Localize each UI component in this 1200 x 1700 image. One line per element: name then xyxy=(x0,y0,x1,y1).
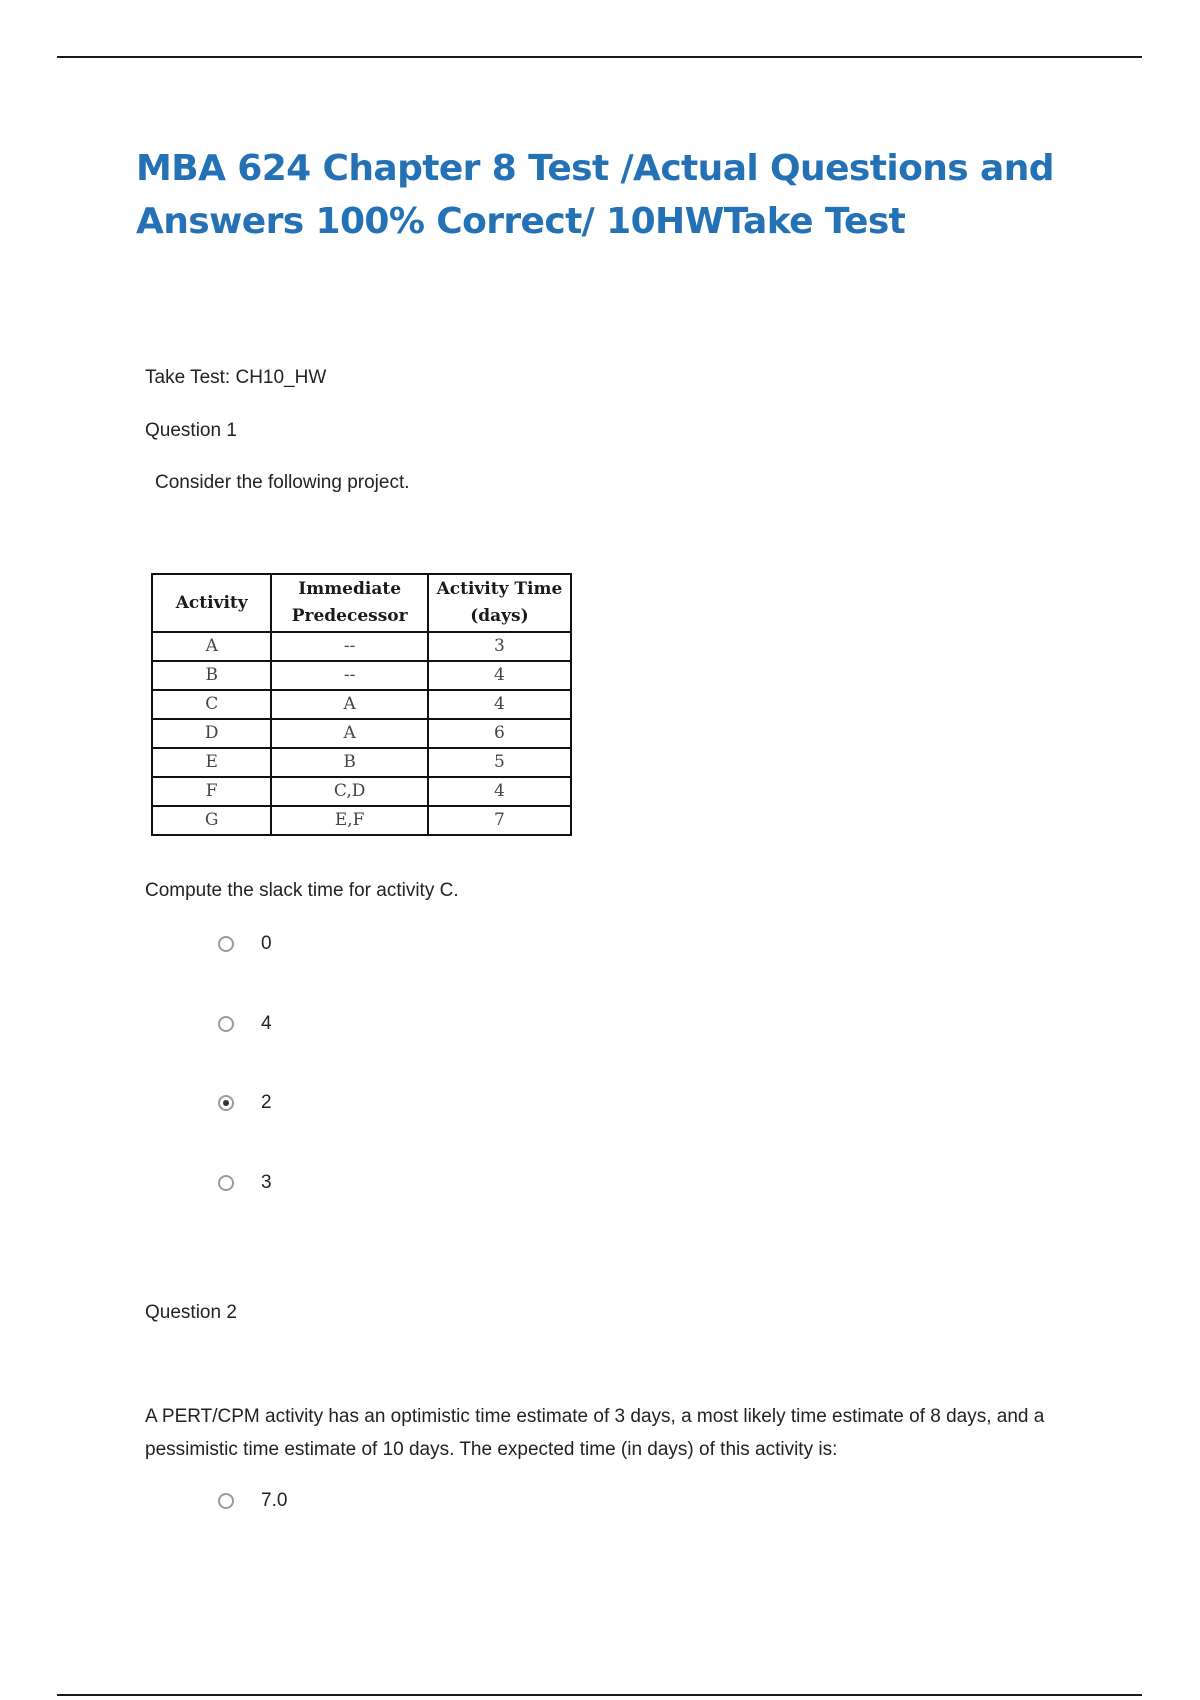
title-line-2: Answers 100% Correct/ 10HWTake Test xyxy=(136,201,906,242)
cell-activity: A xyxy=(152,632,271,661)
question-2-body: A PERT/CPM activity has an optimistic time estimate of 3 days, a most likely time estimate of 8 days, and a pessimistic time estimate of 10 days. The expected time (in days) of this activity is: xyxy=(145,1406,1045,1460)
q1-option-2[interactable] xyxy=(218,1092,272,1114)
cell-activity: B xyxy=(152,661,271,690)
radio-button[interactable] xyxy=(218,1493,234,1509)
table-row xyxy=(152,748,571,777)
option-label: 4 xyxy=(261,1013,272,1034)
cell-predecessor: A xyxy=(271,719,427,748)
bottom-rule xyxy=(57,1694,1142,1696)
cell-predecessor: -- xyxy=(271,632,427,661)
option-label: 2 xyxy=(261,1092,272,1113)
cell-time: 4 xyxy=(428,661,571,690)
table-row xyxy=(152,806,571,835)
q1-option-3[interactable] xyxy=(218,1172,272,1194)
table-row xyxy=(152,661,571,690)
cell-predecessor: -- xyxy=(271,661,427,690)
document-title xyxy=(136,142,1096,248)
option-label: 7.0 xyxy=(261,1490,288,1511)
question-2-label: Question 2 xyxy=(145,1302,237,1323)
project-activity-table xyxy=(151,573,572,836)
top-rule xyxy=(57,56,1142,58)
table-row xyxy=(152,632,571,661)
option-label: 3 xyxy=(261,1172,272,1193)
cell-predecessor: E,F xyxy=(271,806,427,835)
cell-activity: G xyxy=(152,806,271,835)
header-immediate-predecessor: Immediate Predecessor xyxy=(271,574,427,632)
cell-predecessor: A xyxy=(271,690,427,719)
table-row xyxy=(152,690,571,719)
radio-button[interactable] xyxy=(218,936,234,952)
cell-time: 3 xyxy=(428,632,571,661)
cell-activity: C xyxy=(152,690,271,719)
cell-activity: E xyxy=(152,748,271,777)
question-1-label: Question 1 xyxy=(145,420,237,441)
cell-activity: D xyxy=(152,719,271,748)
cell-time: 5 xyxy=(428,748,571,777)
header-activity: Activity xyxy=(152,574,271,632)
radio-button[interactable] xyxy=(218,1016,234,1032)
q2-option-7-0[interactable] xyxy=(218,1490,287,1512)
q1-option-0[interactable] xyxy=(218,933,272,955)
cell-time: 4 xyxy=(428,690,571,719)
cell-predecessor: C,D xyxy=(271,777,427,806)
option-label: 0 xyxy=(261,933,272,954)
cell-activity: F xyxy=(152,777,271,806)
header-activity-time: Activity Time (days) xyxy=(428,574,571,632)
q1-option-4[interactable] xyxy=(218,1013,272,1035)
cell-time: 7 xyxy=(428,806,571,835)
radio-button[interactable] xyxy=(218,1095,234,1111)
question-1-intro: Consider the following project. xyxy=(155,472,410,493)
cell-time: 6 xyxy=(428,719,571,748)
cell-time: 4 xyxy=(428,777,571,806)
title-line-1: MBA 624 Chapter 8 Test /Actual Questions and xyxy=(136,148,1054,189)
cell-predecessor: B xyxy=(271,748,427,777)
table-header-row xyxy=(152,574,571,632)
table-row xyxy=(152,719,571,748)
radio-button[interactable] xyxy=(218,1175,234,1191)
table-row xyxy=(152,777,571,806)
question-1-prompt: Compute the slack time for activity C. xyxy=(145,880,459,901)
test-name: Take Test: CH10_HW xyxy=(145,367,327,388)
